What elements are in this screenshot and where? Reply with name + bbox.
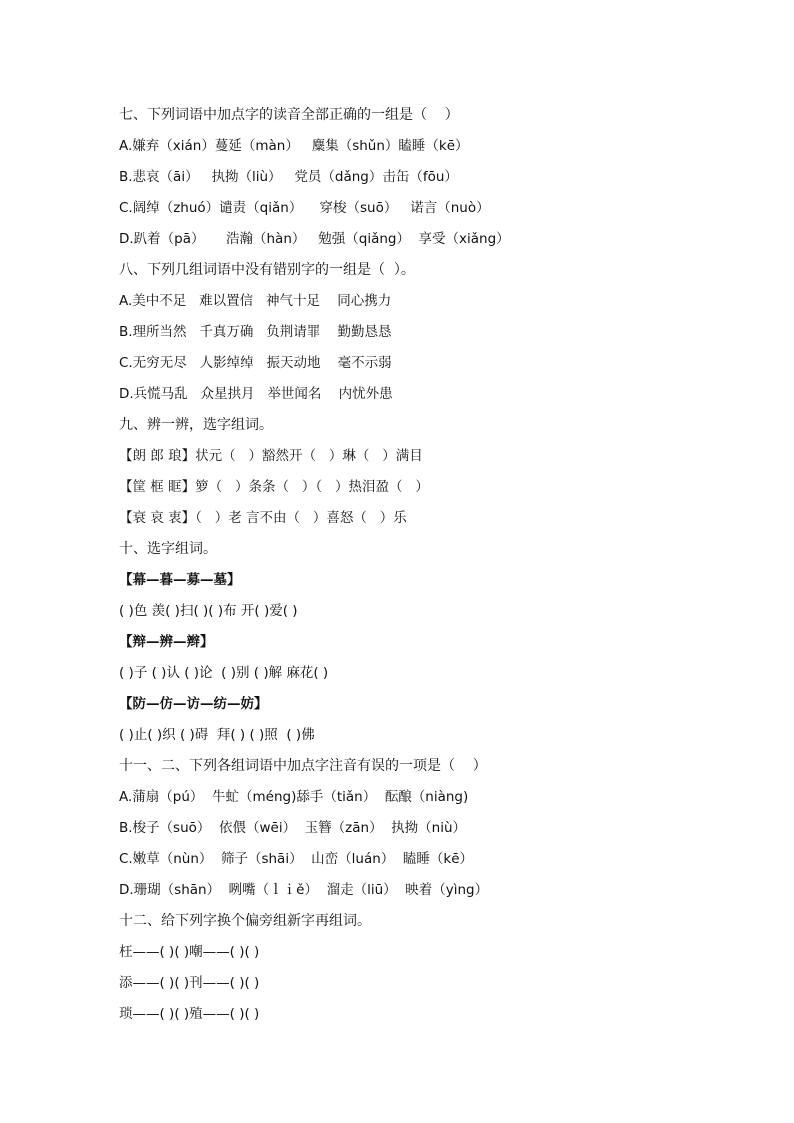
question-12-row-1: 枉——( )( )嘲——( )( ) xyxy=(119,944,260,960)
question-9-row-2: 【筐 框 眶】箩（ ）条条（ ）（ ）热泪盈（ ） xyxy=(119,479,429,495)
question-11-option-d: D.珊瑚（shān） 咧嘴（ｌｉě） 溜走（liū） 映着（yìng） xyxy=(119,882,489,898)
question-7-option-b: B.悲哀（āi） 执拗（liù） 党员（dǎng）击缶（fōu） xyxy=(119,169,458,185)
question-12-title: 十二、给下列字换个偏旁组新字再组词。 xyxy=(119,913,371,929)
question-10-row-3: ( )止( )织 ( )碍 拜( ) ( )照 ( )佛 xyxy=(119,727,315,743)
question-11-title: 十一、二、下列各组词语中加点字注音有误的一项是（ ） xyxy=(119,758,487,774)
question-7-option-d: D.趴着（pā） 浩瀚（hàn） 勉强（qiǎng） 享受（xiǎng） xyxy=(119,231,510,247)
question-9-title: 九、辨一辨，选字组词。 xyxy=(119,417,273,433)
question-10-group-2: 【辩—辨—辫】 xyxy=(119,634,214,650)
question-7-title: 七、下列词语中加点字的读音全部正确的一组是（ ） xyxy=(119,107,459,123)
question-12-row-3: 琐——( )( )殖——( )( ) xyxy=(119,1006,260,1022)
question-10-group-1: 【幕—暮—募—墓】 xyxy=(119,572,241,588)
question-7-option-a: A.嫌弃（xián）蔓延（màn） 麋集（shǔn）瞌睡（kē） xyxy=(119,138,469,154)
question-12-row-2: 添——( )( )刊——( )( ) xyxy=(119,975,260,991)
question-8-option-c: C.无穷无尽 人影绰绰 振天动地 毫不示弱 xyxy=(119,355,392,371)
question-10-row-2: ( )子 ( )认 ( )论 ( )别 ( )解 麻花( ) xyxy=(119,665,329,681)
question-9-row-3: 【衰 哀 衷】（ ）老 言不由（ ）喜怒（ ）乐 xyxy=(119,510,407,526)
question-8-option-d: D.兵慌马乱 众星拱月 举世闻名 内忧外患 xyxy=(119,386,393,402)
question-8-title: 八、下列几组词语中没有错别字的一组是（ ）。 xyxy=(119,262,415,278)
question-10-title: 十、选字组词。 xyxy=(119,541,217,557)
question-8-option-b: B.理所当然 千真万确 负荆请罪 勤勤恳恳 xyxy=(119,324,392,340)
question-9-row-1: 【朗 郎 琅】状元（ ）豁然开（ ）琳（ ）满目 xyxy=(119,448,423,464)
question-10-group-3: 【防—仿—访—纺—妨】 xyxy=(119,696,268,712)
question-11-option-b: B.梭子（suō） 依偎（wēi） 玉簪（zān） 执拗（niù） xyxy=(119,820,467,836)
document-content xyxy=(119,100,719,1030)
question-7-option-c: C.阔绰（zhuó）谴责（qiǎn） 穿梭（suō） 诺言（nuò） xyxy=(119,200,490,216)
question-11-option-a: A.蒲扇（pú） 牛虻（méng)舔手（tiǎn） 酝酿（niàng) xyxy=(119,789,469,805)
question-11-option-c: C.嫩草（nùn） 筛子（shāi） 山峦（luán） 瞌睡（kē） xyxy=(119,851,474,867)
question-8-option-a: A.美中不足 难以置信 神气十足 同心携力 xyxy=(119,293,392,309)
question-10-row-1: ( )色 羡( )扫( )( )布 开( )爱( ) xyxy=(119,603,298,619)
